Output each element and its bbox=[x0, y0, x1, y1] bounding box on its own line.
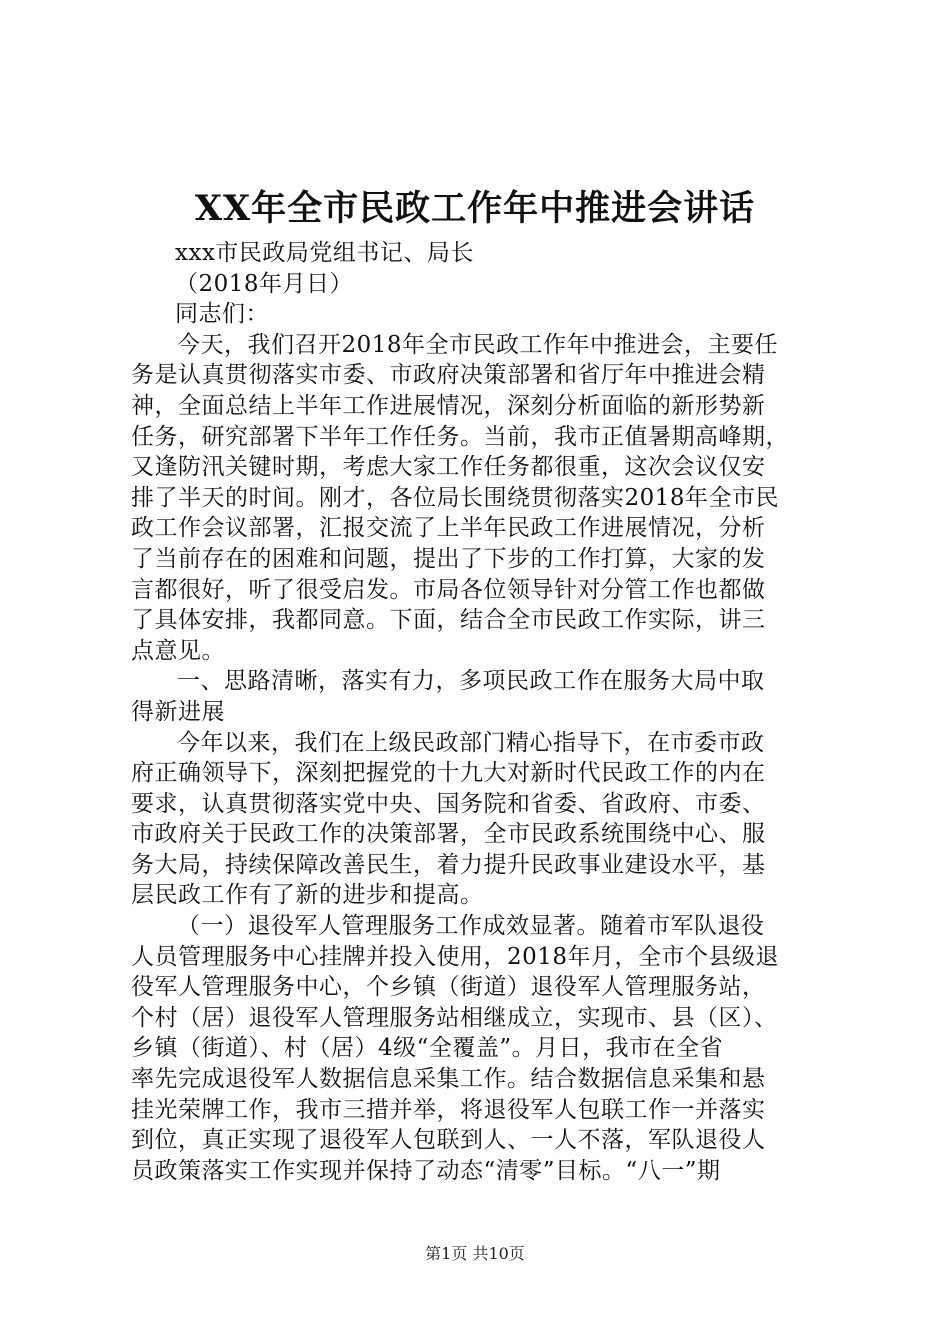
body-line: 政工作会议部署，汇报交流了上半年民政工作进展情况，分析 bbox=[131, 515, 766, 542]
subsection-line: （一）退役军人管理服务工作成效显著。随着市军队退役 bbox=[177, 913, 765, 940]
body-line: 要求，认真贯彻落实党中央、国务院和省委、省政府、市委、 bbox=[131, 790, 766, 817]
salutation: 同志们： bbox=[175, 301, 269, 328]
body-line: 员政策落实工作实现并保持了动态“清零”目标。“八一”期 bbox=[131, 1157, 721, 1184]
section-heading: 一、思路清晰，落实有力，多项民政工作在服务大局中取 bbox=[177, 668, 765, 695]
author-line: xxx市民政局党组书记、局长 bbox=[175, 240, 474, 266]
body-line: 了具体安排，我都同意。下面，结合全市民政工作实际，讲三 bbox=[131, 607, 766, 634]
body-line: 务大局，持续保障改善民生，着力提升民政事业建设水平，基 bbox=[131, 851, 766, 878]
body-line: 又逢防汛关键时期，考虑大家工作任务都很重，这次会议仅安 bbox=[131, 454, 766, 481]
body-line: 到位，真正实现了退役军人包联到人、一人不落，军队退役人 bbox=[131, 1127, 766, 1154]
body-line: 今天，我们召开2018年全市民政工作年中推进会，主要任 bbox=[177, 331, 779, 358]
body-line: 挂光荣牌工作，我市三措并举，将退役军人包联工作一并落实 bbox=[131, 1096, 766, 1123]
body-line: 府正确领导下，深刻把握党的十九大对新时代民政工作的内在 bbox=[131, 760, 766, 787]
body-line: 务是认真贯彻落实市委、市政府决策部署和省厅年中推进会精 bbox=[131, 362, 766, 389]
body-line: 任务，研究部署下半年工作任务。当前，我市正值暑期高峰期， bbox=[131, 423, 789, 450]
body-line: 点意见。 bbox=[131, 637, 225, 664]
body-line: 率先完成退役军人数据信息采集工作。结合数据信息采集和悬 bbox=[131, 1066, 766, 1093]
document-body bbox=[131, 238, 831, 1186]
body-line: 层民政工作有了新的进步和提高。 bbox=[131, 882, 484, 909]
body-line: 市政府关于民政工作的决策部署，全市民政系统围绕中心、服 bbox=[131, 821, 766, 848]
body-line: 个村（居）退役军人管理服务站相继成立，实现市、县（区）、 bbox=[131, 1004, 778, 1031]
page-footer: 第1页 共10页 bbox=[425, 1244, 525, 1263]
document-title: XX年全市民政工作年中推进会讲话 bbox=[194, 188, 756, 229]
body-line: 了当前存在的困难和问题，提出了下步的工作打算，大家的发 bbox=[131, 545, 766, 572]
body-line: 排了半天的时间。刚才，各位局长围绕贯彻落实2018年全市民 bbox=[131, 484, 780, 511]
body-line: 今年以来，我们在上级民政部门精心指导下，在市委市政 bbox=[177, 729, 765, 756]
date-line: （2018年月日） bbox=[175, 270, 354, 297]
body-line: 神，全面总结上半年工作进展情况，深刻分析面临的新形势新 bbox=[131, 392, 766, 419]
section-heading: 得新进展 bbox=[131, 698, 225, 725]
body-line: 人员管理服务中心挂牌并投入使用，2018年月，全市个县级退 bbox=[131, 943, 780, 970]
body-line: 役军人管理服务中心，个乡镇（街道）退役军人管理服务站， bbox=[131, 974, 766, 1001]
body-line: 言都很好，听了很受启发。市局各位领导针对分管工作也都做 bbox=[131, 576, 766, 603]
body-line: 乡镇（街道）、村（居）4级“全覆盖”。月日，我市在全省 bbox=[131, 1035, 724, 1062]
